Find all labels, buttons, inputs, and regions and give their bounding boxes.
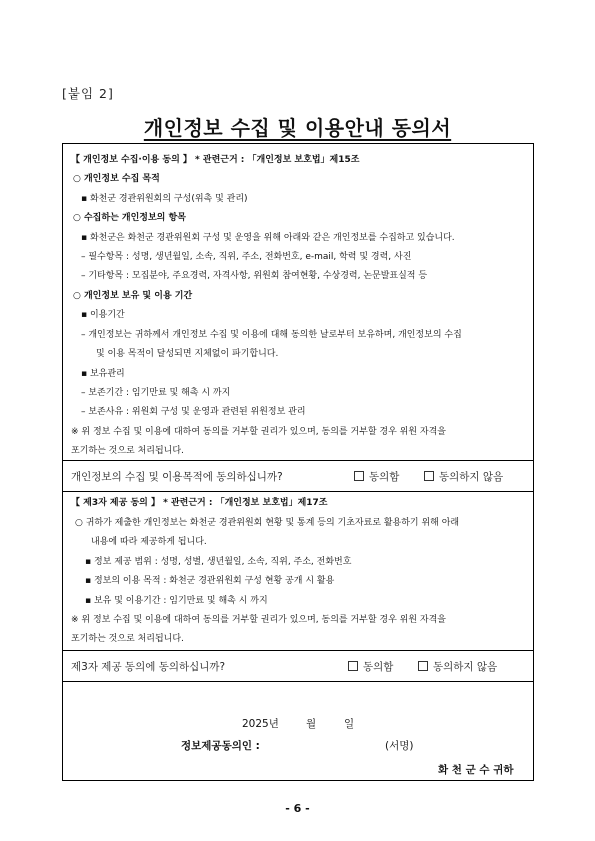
consent1-disagree-option[interactable] — [424, 469, 503, 484]
signature-block — [63, 682, 533, 780]
page-number: - 6 - — [285, 802, 310, 815]
page-title — [0, 112, 595, 141]
section1-header-title: 【 개인정보 수집·이용 동의 】 — [71, 155, 192, 165]
items-required: – 필수항목 : 성명, 생년월일, 소속, 직위, 주소, 전화번호, e-mail, 학력 및 경력, 사진 — [81, 252, 412, 262]
section2-intro: ○ 귀하가 제출한 개인정보는 화천군 경관위원회 현황 및 통계 등의 기초자료로 활용하기 위해 아래 — [75, 518, 460, 528]
checkbox-icon[interactable] — [418, 661, 428, 671]
section2-notice: ※ 위 정보 수집 및 이용에 대하여 동의를 거부할 권리가 있으며, 동의를 거부할 경우 위원 자격을 — [71, 615, 446, 625]
provision-purpose: ▪ 정보의 이용 목적 : 화천군 경관위원회 구성 현황 공개 시 활용 — [85, 576, 335, 586]
addressee: 화 천 군 수 귀하 — [438, 764, 514, 776]
signer-label: 정보제공동의인 : — [181, 740, 260, 752]
purpose-heading: ○ 개인정보 수집 목적 — [73, 174, 160, 184]
attachment-label: [붙임 2] — [62, 86, 114, 101]
use-period-text: – 개인정보는 귀하께서 개인정보 수집 및 이용에 대해 동의한 날로부터 보유하며, 개인정보의 수집 — [81, 330, 462, 340]
retention-period: – 보존기간 : 임기만료 및 해촉 시 까지 — [81, 388, 231, 398]
sign-mark: (서명) — [385, 740, 414, 752]
retention-reason: – 보존사유 : 위원회 구성 및 운영과 관련된 위원정보 관리 — [81, 407, 306, 417]
items-other: – 기타항목 : 모집분야, 주요경력, 자격사항, 위원회 참여현황, 수상경력, 논문발표실적 등 — [81, 271, 428, 281]
section2-header-title: 【 제3자 제공 동의 】 — [71, 498, 160, 508]
consent1-agree-label: 동의함 — [369, 471, 400, 483]
consent2-agree-label: 동의함 — [363, 661, 394, 673]
provision-scope: ▪ 정보 제공 범위 : 성명, 성별, 생년월일, 소속, 직위, 주소, 전화번호 — [85, 557, 352, 567]
consent1-question: 개인정보의 수집 및 이용목적에 동의하십니까? — [71, 471, 283, 483]
section2-header-basis: * 관련근거 : 「개인정보 보호법」제17조 — [159, 498, 328, 508]
checkbox-icon[interactable] — [348, 661, 358, 671]
section1-notice-cont: 포기하는 것으로 처리됩니다. — [71, 446, 184, 456]
section2-notice-cont: 포기하는 것으로 처리됩니다. — [71, 634, 184, 644]
consent2-agree-option[interactable] — [348, 659, 393, 674]
page-title-text: 개인정보 수집 및 이용안내 동의서 — [143, 116, 452, 140]
consent2-question: 제3자 제공 동의에 동의하십니까? — [71, 661, 226, 673]
consent-question-2 — [63, 651, 533, 681]
consent-form — [62, 143, 534, 781]
retention-heading: ○ 개인정보 보유 및 이용 기간 — [73, 291, 193, 301]
section-collection-consent — [63, 144, 533, 460]
purpose-item: ▪ 화천군 경관위원회의 구성(위촉 및 관리) — [81, 194, 248, 204]
consent-question-1 — [63, 461, 533, 491]
items-intro: ▪ 화천군은 화천군 경관위원회 구성 및 운영을 위해 아래와 같은 개인정보를 수집하고 있습니다. — [81, 233, 455, 243]
signature-year: 2025년 — [242, 718, 279, 730]
section2-intro-cont: 내용에 따라 제공하게 됩니다. — [91, 537, 207, 547]
provision-period: ▪ 보유 및 이용기간 : 임기만료 및 해촉 시 까지 — [85, 596, 268, 606]
retention-label: ▪ 보유관리 — [81, 369, 125, 379]
use-period-label: ▪ 이용기간 — [81, 310, 125, 320]
section1-notice: ※ 위 정보 수집 및 이용에 대하여 동의를 거부할 권리가 있으며, 동의를 거부할 경우 위원 자격을 — [71, 427, 446, 437]
section2-header — [71, 497, 328, 509]
checkbox-icon[interactable] — [424, 471, 434, 481]
use-period-text-cont: 및 이용 목적이 달성되면 지체없이 파기합니다. — [96, 349, 279, 359]
section1-header — [71, 154, 359, 166]
signature-month: 월 — [306, 718, 317, 730]
consent2-disagree-label: 동의하지 않음 — [433, 661, 498, 673]
checkbox-icon[interactable] — [354, 471, 364, 481]
consent1-agree-option[interactable] — [354, 469, 399, 484]
consent2-disagree-option[interactable] — [418, 659, 497, 674]
items-heading: ○ 수집하는 개인정보의 항목 — [73, 213, 186, 223]
consent1-disagree-label: 동의하지 않음 — [439, 471, 504, 483]
signature-day: 일 — [344, 718, 355, 730]
section-third-party-consent — [63, 492, 533, 650]
section1-header-basis: * 관련근거 : 「개인정보 보호법」제15조 — [191, 155, 360, 165]
